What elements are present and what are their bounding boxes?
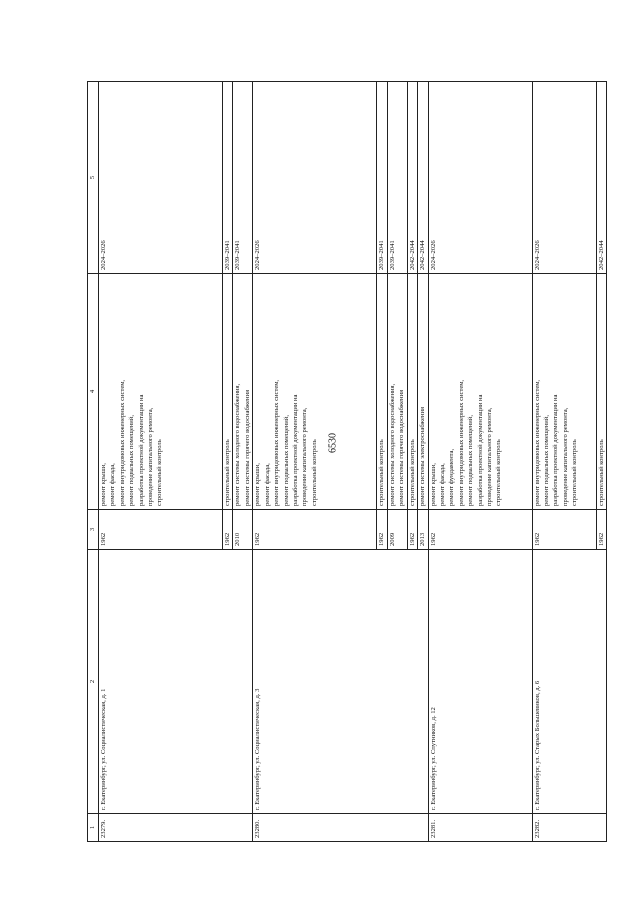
table-row xyxy=(253,82,377,842)
column-number: 3 xyxy=(88,510,99,550)
column-number: 5 xyxy=(88,82,99,274)
record-number: 23281. xyxy=(428,814,532,842)
year-cell: 2009 xyxy=(387,510,407,550)
work-item: строительный контроль xyxy=(495,439,503,506)
work-item: ремонт крыши, xyxy=(100,463,107,506)
year-cell: 2010 xyxy=(233,510,253,550)
term-cell: 2039–2041 xyxy=(233,82,253,274)
work-item: строительный контроль xyxy=(224,439,231,506)
works-cell xyxy=(418,274,428,510)
year-cell: 2013 xyxy=(418,510,428,550)
work-item: разработка проектной документации на xyxy=(476,394,484,506)
work-item: строительный контроль xyxy=(378,439,386,506)
work-item: ремонт системы горячего водоснабжения xyxy=(243,389,251,506)
term-cell: 2024–2026 xyxy=(253,82,377,274)
work-item: ремонт системы электроснабжения xyxy=(419,406,427,506)
works-cell xyxy=(596,274,606,510)
work-item: ремонт крыши, xyxy=(254,463,262,506)
column-number-row xyxy=(88,82,99,842)
address-cell: г. Екатеринбург, ул. Социалистическая, д. 1 xyxy=(99,550,253,814)
record-number: 23282. xyxy=(532,814,606,842)
work-item: ремонт подвальных помещений, xyxy=(467,415,475,506)
work-item: строительный контроль xyxy=(571,439,579,506)
record-number: 23279. xyxy=(99,814,253,842)
year-cell: 1962 xyxy=(377,510,387,550)
work-item: ремонт фасада, xyxy=(109,463,117,506)
year-cell: 1962 xyxy=(99,510,223,550)
year-cell: 1962 xyxy=(407,510,417,550)
capital-repair-table xyxy=(87,81,607,842)
year-cell: 1962 xyxy=(596,510,606,550)
works-cell xyxy=(407,274,417,510)
page-number: 6530 xyxy=(327,433,339,453)
year-cell: 1962 xyxy=(223,510,233,550)
work-item: ремонт крыши, xyxy=(429,463,437,506)
address-cell: г. Екатеринбург, ул. Старых Большевиков, д. 6 xyxy=(532,550,606,814)
term-cell: 2024–2026 xyxy=(532,82,596,274)
year-cell: 1962 xyxy=(428,510,532,550)
column-number: 1 xyxy=(88,814,99,842)
work-item: ремонт внутридомовых инженерных систем, xyxy=(273,379,281,506)
work-item: ремонт системы холодного водоснабжения, xyxy=(388,383,396,506)
works-cell xyxy=(233,274,253,510)
works-cell xyxy=(377,274,387,510)
term-cell: 2039–2041 xyxy=(387,82,407,274)
column-number: 4 xyxy=(88,274,99,510)
work-item: ремонт внутридомовых инженерных систем, xyxy=(533,379,541,506)
term-cell: 2042–2044 xyxy=(407,82,417,274)
work-item: ремонт фундамента, xyxy=(448,448,456,506)
work-item: проведение капитального ремонта, xyxy=(301,407,309,506)
work-item: разработка проектной документации на xyxy=(292,394,300,506)
year-cell: 1962 xyxy=(532,510,596,550)
works-cell xyxy=(253,274,377,510)
work-item: проведение капитального ремонта, xyxy=(147,407,155,506)
work-item: строительный контроль xyxy=(310,439,318,506)
work-item: проведение капитального ремонта, xyxy=(561,407,569,506)
record-number: 23280. xyxy=(253,814,428,842)
table-row xyxy=(428,82,532,842)
works-cell xyxy=(387,274,407,510)
address-cell: г. Екатеринбург, ул. Спутников, д. 12 xyxy=(428,550,532,814)
term-cell: 2024–2026 xyxy=(428,82,532,274)
work-item: строительный контроль xyxy=(408,439,416,506)
table-row xyxy=(532,82,596,842)
works-cell xyxy=(428,274,532,510)
work-item: ремонт подвальных помещений, xyxy=(282,415,290,506)
work-item: разработка проектной документации на xyxy=(137,394,145,506)
document-table-wrapper xyxy=(87,82,605,842)
works-cell xyxy=(99,274,223,510)
term-cell: 2039–2041 xyxy=(223,82,233,274)
term-cell: 2039–2041 xyxy=(377,82,387,274)
term-cell: 2024–2026 xyxy=(99,82,223,274)
address-cell: г. Екатеринбург, ул. Социалистическая, д. 3 xyxy=(253,550,428,814)
work-item: строительный контроль xyxy=(597,439,605,506)
work-item: ремонт подвальных помещений, xyxy=(128,415,136,506)
work-item: проведение капитального ремонта, xyxy=(486,407,494,506)
column-number: 2 xyxy=(88,550,99,814)
work-item: ремонт внутридомовых инженерных систем, xyxy=(457,379,465,506)
work-item: ремонт подвальных помещений, xyxy=(543,415,551,506)
works-cell xyxy=(532,274,596,510)
table-row xyxy=(99,82,223,842)
work-item: ремонт системы холодного водоснабжения, xyxy=(234,383,242,506)
work-item: ремонт внутридомовых инженерных систем, xyxy=(118,379,126,506)
work-item: разработка проектной документации на xyxy=(552,394,560,506)
term-cell: 2042–2044 xyxy=(596,82,606,274)
work-item: строительный контроль xyxy=(156,439,164,506)
work-item: ремонт фасада, xyxy=(439,463,447,506)
term-cell: 2042–2044 xyxy=(418,82,428,274)
work-item: ремонт фасада, xyxy=(263,463,271,506)
year-cell: 1962 xyxy=(253,510,377,550)
works-cell xyxy=(223,274,233,510)
work-item: ремонт системы горячего водоснабжения xyxy=(398,389,406,506)
